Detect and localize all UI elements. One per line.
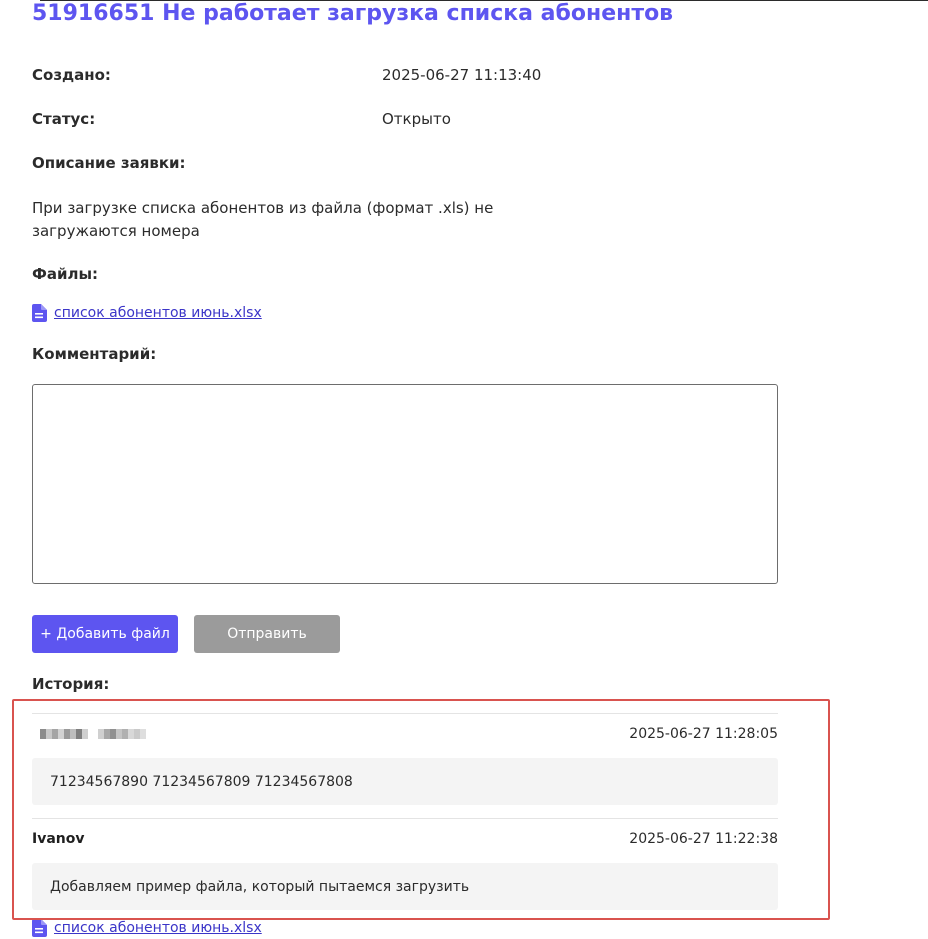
page-title: 51916651 Не работает загрузка списка абонентов [32, 1, 674, 26]
history-message: 71234567890 71234567809 71234567808 [32, 758, 778, 805]
comment-input[interactable] [32, 384, 778, 584]
document-icon [32, 919, 47, 937]
file-attachment [32, 304, 262, 322]
history-timestamp: 2025-06-27 11:22:38 [629, 831, 778, 847]
history-label: История: [32, 675, 110, 693]
add-file-button[interactable]: + Добавить файл [32, 615, 178, 653]
history-message: Добавляем пример файла, который пытаемся загрузить [32, 863, 778, 910]
redacted-author-name [40, 729, 146, 739]
history-file-attachment [32, 919, 262, 937]
file-link[interactable]: список абонентов июнь.xlsx [54, 305, 262, 321]
files-label: Файлы: [32, 265, 99, 283]
history-timestamp: 2025-06-27 11:28:05 [629, 726, 778, 742]
status-value: Открыто [382, 110, 451, 128]
history-divider [32, 818, 778, 819]
created-value: 2025-06-27 11:13:40 [382, 66, 542, 84]
description-label: Описание заявки: [32, 154, 186, 172]
document-icon [32, 304, 47, 322]
description-text: При загрузке списка абонентов из файла (формат .xls) не загружаются номера [32, 199, 494, 240]
history-author: Ivanov [32, 831, 85, 847]
comment-label: Комментарий: [32, 345, 157, 363]
history-divider [32, 713, 778, 714]
send-button[interactable]: Отправить [194, 615, 340, 653]
status-label: Статус: [32, 110, 96, 128]
created-label: Создано: [32, 66, 111, 84]
history-file-link[interactable]: список абонентов июнь.xlsx [54, 920, 262, 936]
